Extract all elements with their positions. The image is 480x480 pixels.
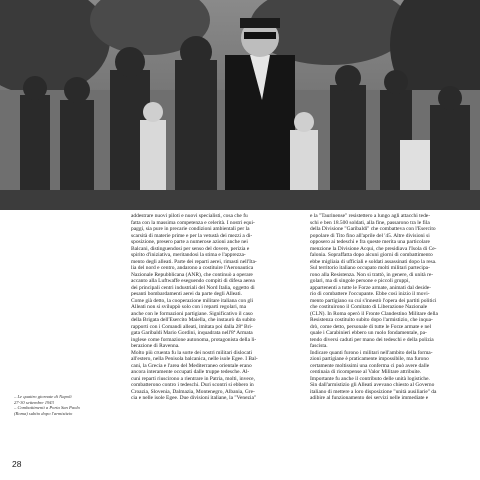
text-line: dei principali centri industriali del Nord Italia, oggetto di bbox=[131, 284, 255, 291]
text-line: falonia. Sopraffatta dopo alcuni giorni di combattimento bbox=[310, 252, 433, 258]
text-line: Nazionale Repubblicana (ANR), che continuò a operare bbox=[131, 271, 253, 278]
text-line: tendo diversi caduti per mano dei tedeschi e della polizia bbox=[310, 336, 434, 343]
text-line: Balcani, distinguendosi per senso del dovere, perizia e bbox=[131, 245, 250, 252]
text-line: paggi, sia pure in precarie condizioni ambientali per la bbox=[131, 226, 250, 232]
text-line: Indicare quanti furono i militari nell'ambito della forma- bbox=[310, 349, 433, 356]
text-line: ebbe migliaia di ufficiali e soldati assassinati dopo la resa. bbox=[310, 258, 437, 265]
text-line: gata Garibaldi Mario Gordini, inquadrata nell'8ª Armata bbox=[131, 330, 253, 336]
text-line: che costituirono il Comitato di Liberazione Nazionale bbox=[310, 304, 428, 310]
text-line: schi e ben 18.500 soldati, alla fine, passarono tra le fila bbox=[310, 219, 430, 226]
text-line: pesanti bombardamenti aerei da parte degli Alleati. bbox=[131, 291, 242, 297]
text-line: berazione di Ravenna. bbox=[131, 343, 180, 349]
text-line: spirito d'iniziativa, meritandosi la stima e l'apprezza- bbox=[131, 252, 246, 258]
body-text-column-2 bbox=[310, 213, 470, 402]
text-line: Alleati non si sviluppò solo con i reparti regolari, ma bbox=[131, 304, 247, 310]
text-line: Molto più cruenta fu la sorte dei nostri militari dislocati bbox=[131, 349, 252, 356]
text-line: cuni reparti riuscirono a rientrare in Patria, molti, invece, bbox=[131, 375, 255, 382]
text-line: opposero ai tedeschi e fra queste merita una particolare bbox=[310, 239, 430, 245]
photo-caption bbox=[14, 394, 122, 416]
caption-line: – Combattimenti a Porta San Paolo bbox=[14, 405, 80, 411]
text-line: Sul territorio italiano occupato molti militari partecipa- bbox=[310, 265, 430, 271]
text-line: rapporti con i Comandi alleati, imitata poi dalla 28ª Bri- bbox=[131, 323, 253, 330]
caption-line: (Roma) subito dopo l'armistizio bbox=[14, 410, 73, 416]
text-line: (CLN). In Roma operò il Fronte Clandestino Militare della bbox=[310, 310, 438, 317]
text-line: fascista. bbox=[310, 343, 328, 349]
text-line: della Brigata dell'Esercito Maiella, che instaurò da subito bbox=[131, 317, 256, 323]
text-line: sposizione, presero parte a numerose azioni anche nei bbox=[131, 239, 248, 245]
text-line: Sin dall'armistizio gli Alleati avevano chiesto al Governo bbox=[310, 382, 435, 388]
text-line: fatta con la massima competenza e celerità. I nostri equi- bbox=[131, 219, 255, 226]
text-line: quale i Carabinieri ebbero un ruolo fondamentale, pa- bbox=[310, 330, 427, 336]
text-line: inglese come formazione autonoma, protagonista della li- bbox=[131, 336, 257, 343]
text-line: della Divisione "Garibaldi" che combatteva con l'Esercito bbox=[310, 226, 436, 232]
caption-line: 27-30 settembre 1943 bbox=[14, 399, 54, 405]
text-line: e la "Taurinense" resistettero a lungo agli attacchi tede- bbox=[310, 213, 431, 219]
text-line: rio di combattere l'occupante. Ebbe così inizio il movi- bbox=[310, 291, 430, 297]
text-line: Resistenza costituito subito dopo l'armistizio, che inqua- bbox=[310, 317, 433, 323]
text-line: centinaia di ricompense al Valor Militare attribuite. bbox=[310, 369, 422, 375]
text-line: addestrare nuovi piloti e nuovi specialisti, cosa che fu bbox=[131, 213, 248, 219]
text-line: Importante fu anche il contributo delle unità logistiche. bbox=[310, 375, 430, 382]
text-line: all'estero, nella Penisola balcanica, nelle isole Egee. I Bal- bbox=[131, 356, 258, 362]
text-line: ancora interamente occupati dalle truppe tedesche. Al- bbox=[131, 369, 250, 375]
text-line: lia del nord e centro, andarono a costituire l'Aeronautica bbox=[131, 265, 254, 271]
text-line: menzione la Divisione Acqui, che presidiava l'Isola di Ce- bbox=[310, 245, 437, 252]
text-line: drò, come detto, personale di tutte le Forze armate e nel bbox=[310, 323, 432, 330]
text-line: italiano di mettere a loro disposizione "unità ausiliarie" da bbox=[310, 388, 437, 395]
text-line: adibire al funzionamento dei servizi nelle immediate e bbox=[310, 395, 429, 401]
historical-photo bbox=[0, 0, 480, 210]
text-line: zioni partigiane è praticamente impossibile, ma furono bbox=[310, 356, 429, 362]
text-line: appartenenti a tutte le Forze armate, animati dal deside- bbox=[310, 284, 431, 291]
text-line: popolare di Tito fino all'aprile del '45. Altre divisioni si bbox=[310, 232, 430, 239]
text-line: anche con le formazioni partigiane. Significativo il caso bbox=[131, 310, 253, 317]
text-line: Come già detto, la cooperazione militare italiana con gli bbox=[131, 297, 254, 304]
text-line: mento degli alleati. Parte dei reparti aerei, rimasti nell'Ita- bbox=[131, 258, 257, 265]
text-line: Croazia, Slovenia, Dalmazia, Montenegro, Albania, Gre- bbox=[131, 388, 255, 395]
photo-illustration bbox=[0, 0, 480, 210]
text-line: cani, la Grecia e l'area del Mediterraneo orientale erano bbox=[131, 362, 252, 369]
text-line: rono alla Resistenza. Non si trattò, in genere, di unità re- bbox=[310, 271, 434, 278]
text-line: certamente moltissimi una conferma ci può avere dalle bbox=[310, 362, 430, 369]
text-line: scarsità di materie prime e per la vetustà dei mezzi a di- bbox=[131, 232, 253, 239]
text-line: accanto alla Luftwaffe eseguendo compiti di difesa aerea bbox=[131, 278, 255, 284]
caption-line: – Le quattro giornate di Napoli bbox=[14, 394, 72, 399]
text-line: combatterono contro i tedeschi. Duri scontri si ebbero in bbox=[131, 382, 254, 388]
body-text-column-1 bbox=[131, 213, 299, 402]
page-number: 28 bbox=[12, 459, 22, 469]
text-line: cia e nelle isole Egee. Due divisioni italiane, la "Venezia" bbox=[131, 395, 257, 401]
text-line: golari, ma di singole persone e piccoli gruppi, bbox=[310, 278, 410, 284]
text-line: mento partigiano su cui s'innestò l'opera dei partiti politici bbox=[310, 297, 437, 304]
